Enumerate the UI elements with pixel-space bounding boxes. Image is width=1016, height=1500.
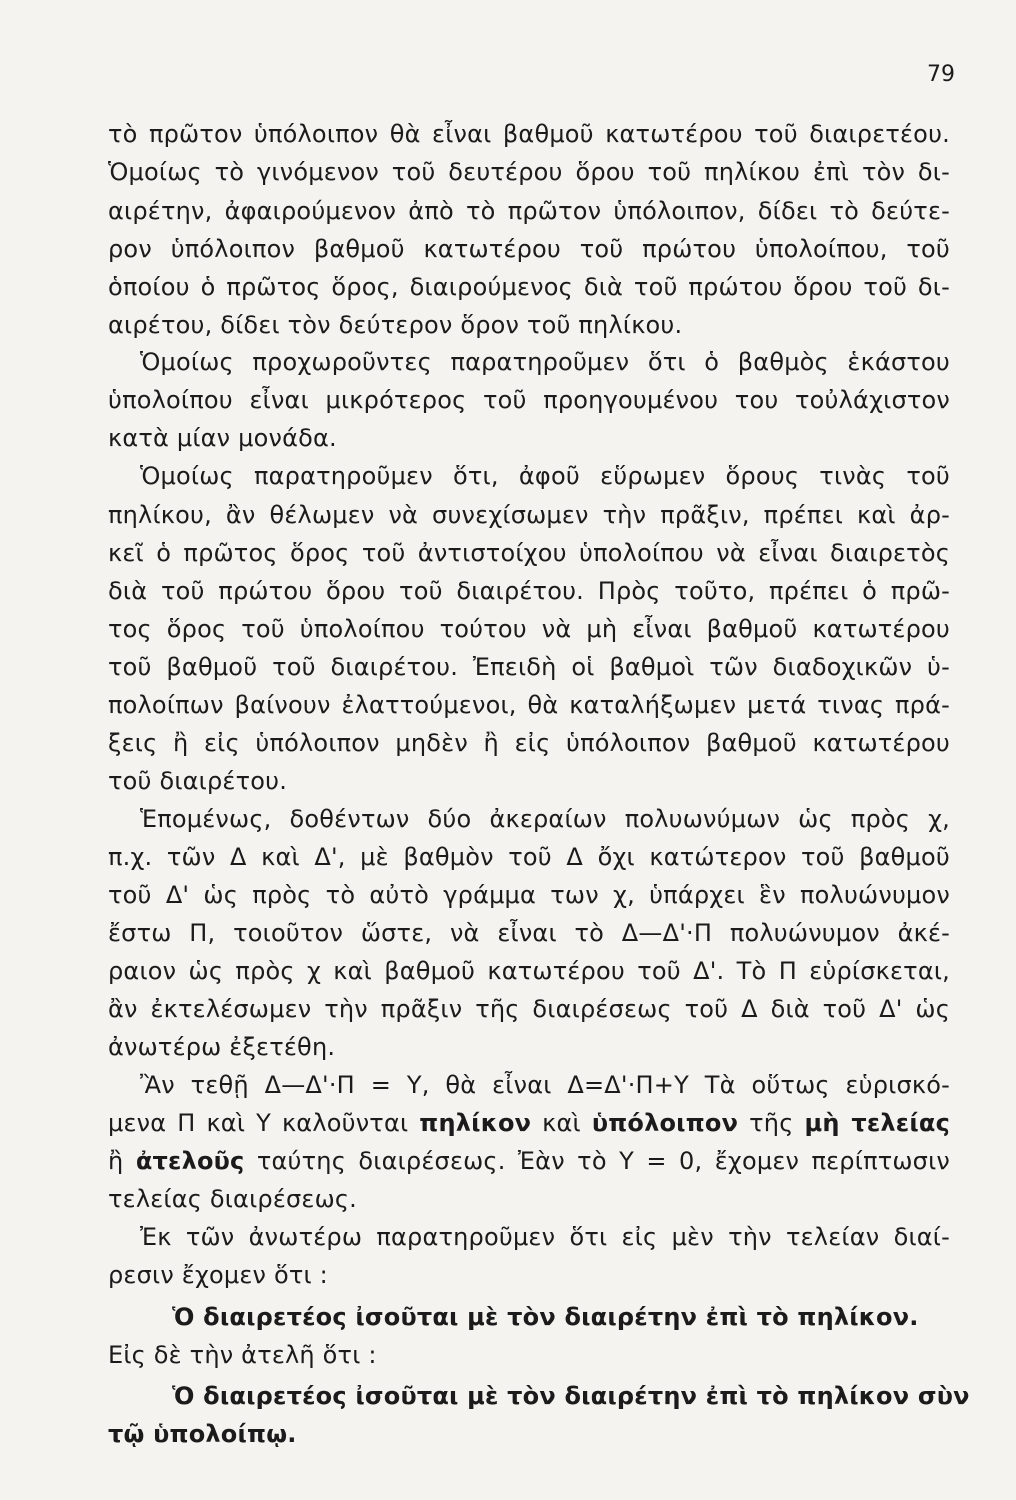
bold-text: ἀτελοῦς [135,1147,245,1175]
text-segment: ρον ὑπόλοιπον βαθμοῦ κατωτέρου τοῦ πρώτου ὑπολοίπου, τοῦ [108,235,950,263]
bold-text: Ὁ διαιρετέος ἰσοῦται μὲ τὸν διαιρέτην ἐπὶ τὸ πηλίκον σὺν [172,1382,970,1410]
rule-statement-imperfect [172,1382,970,1410]
text-segment: τῆς [738,1109,805,1137]
text-segment: κατὰ μίαν μονάδα. [108,424,337,452]
text-segment: διὰ τοῦ πρώτου ὅρου τοῦ διαιρέτου. Πρὸς τοῦτο, πρέπει ὁ πρῶ- [108,577,950,605]
text-line [140,805,950,833]
text-line [108,653,950,681]
bold-text: Ὁ διαιρετέος ἰσοῦται μὲ τὸν διαιρέτην ἐπὶ τὸ πηλίκον. [172,1303,919,1331]
text-line [108,1420,950,1448]
text-line [108,311,950,339]
text-segment: Ὁμοίως προχωροῦντες παρατηροῦμεν ὅτι ὁ βαθμὸς ἑκάστου [140,348,950,376]
text-line [108,501,950,529]
text-segment: πολοίπων βαίνουν ἐλαττούμενοι, θὰ καταλήξωμεν μετά τινας πρά- [108,691,950,719]
text-line [108,424,950,452]
text-segment: π.χ. τῶν Δ καὶ Δ', μὲ βαθμὸν τοῦ Δ ὄχι κατώτερον τοῦ βαθμοῦ [108,843,950,871]
text-segment: μενα Π καὶ Υ καλοῦνται [108,1109,420,1137]
text-line [108,1109,950,1137]
text-line [108,691,950,719]
text-segment: ρεσιν ἔχομεν ὅτι : [108,1261,328,1289]
bold-text: ὑπόλοιπον [591,1109,739,1137]
text-segment: Ὁμοίως παρατηροῦμεν ὅτι, ἀφοῦ εὕρωμεν ὅρους τινὰς τοῦ [140,462,950,490]
text-segment: ἔστω Π, τοιοῦτον ὥστε, νὰ εἶναι τὸ Δ—Δ'·Π πολυώνυμον ἀκέ- [108,919,950,947]
text-segment: ταύτης διαιρέσεως. Ἐὰν τὸ Υ = 0, ἔχομεν περίπτωσιν [244,1147,951,1175]
text-line [108,539,950,567]
text-line [140,1071,950,1099]
text-line [108,729,950,757]
text-segment: τοῦ Δ' ὡς πρὸς τὸ αὐτὸ γράμμα των χ, ὑπάρχει ἓν πολυώνυμον [108,881,950,909]
text-line [108,881,950,909]
text-line [108,577,950,605]
text-line [108,1261,950,1289]
text-line [108,843,950,871]
text-segment: Ἂν τεθῇ Δ—Δ'·Π = Υ, θὰ εἶναι Δ=Δ'·Π+Υ Τὰ οὕτως εὑρισκό- [140,1071,950,1099]
text-segment: Ἐκ τῶν ἀνωτέρω παρατηροῦμεν ὅτι εἰς μὲν τὴν τελείαν διαί- [140,1223,950,1251]
text-line [108,1147,950,1175]
text-segment: ὁποίου ὁ πρῶτος ὅρος, διαιρούμενος διὰ τοῦ πρώτου ὅρου τοῦ δι- [108,273,950,301]
text-line [108,919,950,947]
text-segment: τος ὅρος τοῦ ὑπολοίπου τούτου νὰ μὴ εἶναι βαθμοῦ κατωτέρου [108,615,950,643]
text-segment: ἢ [108,1147,136,1175]
text-segment: ἂν ἐκτελέσωμεν τὴν πρᾶξιν τῆς διαιρέσεως τοῦ Δ διὰ τοῦ Δ' ὡς [108,995,950,1023]
text-line [108,235,950,263]
bold-text: μὴ τελείας [804,1109,951,1137]
text-line [108,957,950,985]
text-segment: Ἑπομένως, δοθέντων δύο ἀκεραίων πολυωνύμων ὡς πρὸς χ, [140,805,950,833]
text-segment: πηλίκου, ἂν θέλωμεν νὰ συνεχίσωμεν τὴν πρᾶξιν, πρέπει καὶ ἀρ- [108,501,950,529]
text-segment: τελείας διαιρέσεως. [108,1185,358,1213]
text-line [108,995,950,1023]
text-segment: ὑπολοίπου εἶναι μικρότερος τοῦ προηγουμένου του τοὐλάχιστον [108,386,950,414]
text-segment: καὶ [531,1109,592,1137]
text-line [108,158,950,186]
text-line [108,386,950,414]
text-segment: τὸ πρῶτον ὑπόλοιπον θὰ εἶναι βαθμοῦ κατωτέρου τοῦ διαιρετέου. [108,120,950,148]
text-segment: αιρέτην, ἀφαιρούμενον ἀπὸ τὸ πρῶτον ὑπόλοιπον, δίδει τὸ δεύτε- [108,197,950,225]
text-segment: τοῦ διαιρέτου. [108,767,288,795]
text-segment: ἀνωτέρω ἐξετέθη. [108,1033,336,1061]
text-line [140,1223,950,1251]
text-line [108,1341,950,1369]
text-segment: κεῖ ὁ πρῶτος ὅρος τοῦ ἀντιστοίχου ὑπολοίπου νὰ εἶναι διαιρετὸς [108,539,950,567]
page-number: 79 [927,62,955,87]
text-line [108,197,950,225]
text-line [108,615,950,643]
bold-text: τῷ ὑπολοίπῳ. [108,1420,297,1448]
text-line [108,120,950,148]
text-segment: ραιον ὡς πρὸς χ καὶ βαθμοῦ κατωτέρου τοῦ Δ'. Τὸ Π εὑρίσκεται, [108,957,950,985]
text-line [140,348,950,376]
text-line [108,1033,950,1061]
text-line [108,1185,950,1213]
text-segment: ξεις ἢ εἰς ὑπόλοιπον μηδὲν ἢ εἰς ὑπόλοιπον βαθμοῦ κατωτέρου [108,729,950,757]
rule-statement-perfect [172,1303,950,1331]
text-line [108,273,950,301]
text-line [140,462,950,490]
text-segment: Ὁμοίως τὸ γινόμενον τοῦ δευτέρου ὅρου τοῦ πηλίκου ἐπὶ τὸν δι- [108,158,950,186]
text-segment: αιρέτου, δίδει τὸν δεύτερον ὅρον τοῦ πηλίκου. [108,311,683,339]
text-segment: τοῦ βαθμοῦ τοῦ διαιρέτου. Ἐπειδὴ οἱ βαθμοὶ τῶν διαδοχικῶν ὑ- [108,653,950,681]
text-line [108,767,950,795]
bold-text: πηλίκον [419,1109,532,1137]
text-segment: Εἰς δὲ τὴν ἀτελῆ ὅτι : [108,1341,377,1369]
